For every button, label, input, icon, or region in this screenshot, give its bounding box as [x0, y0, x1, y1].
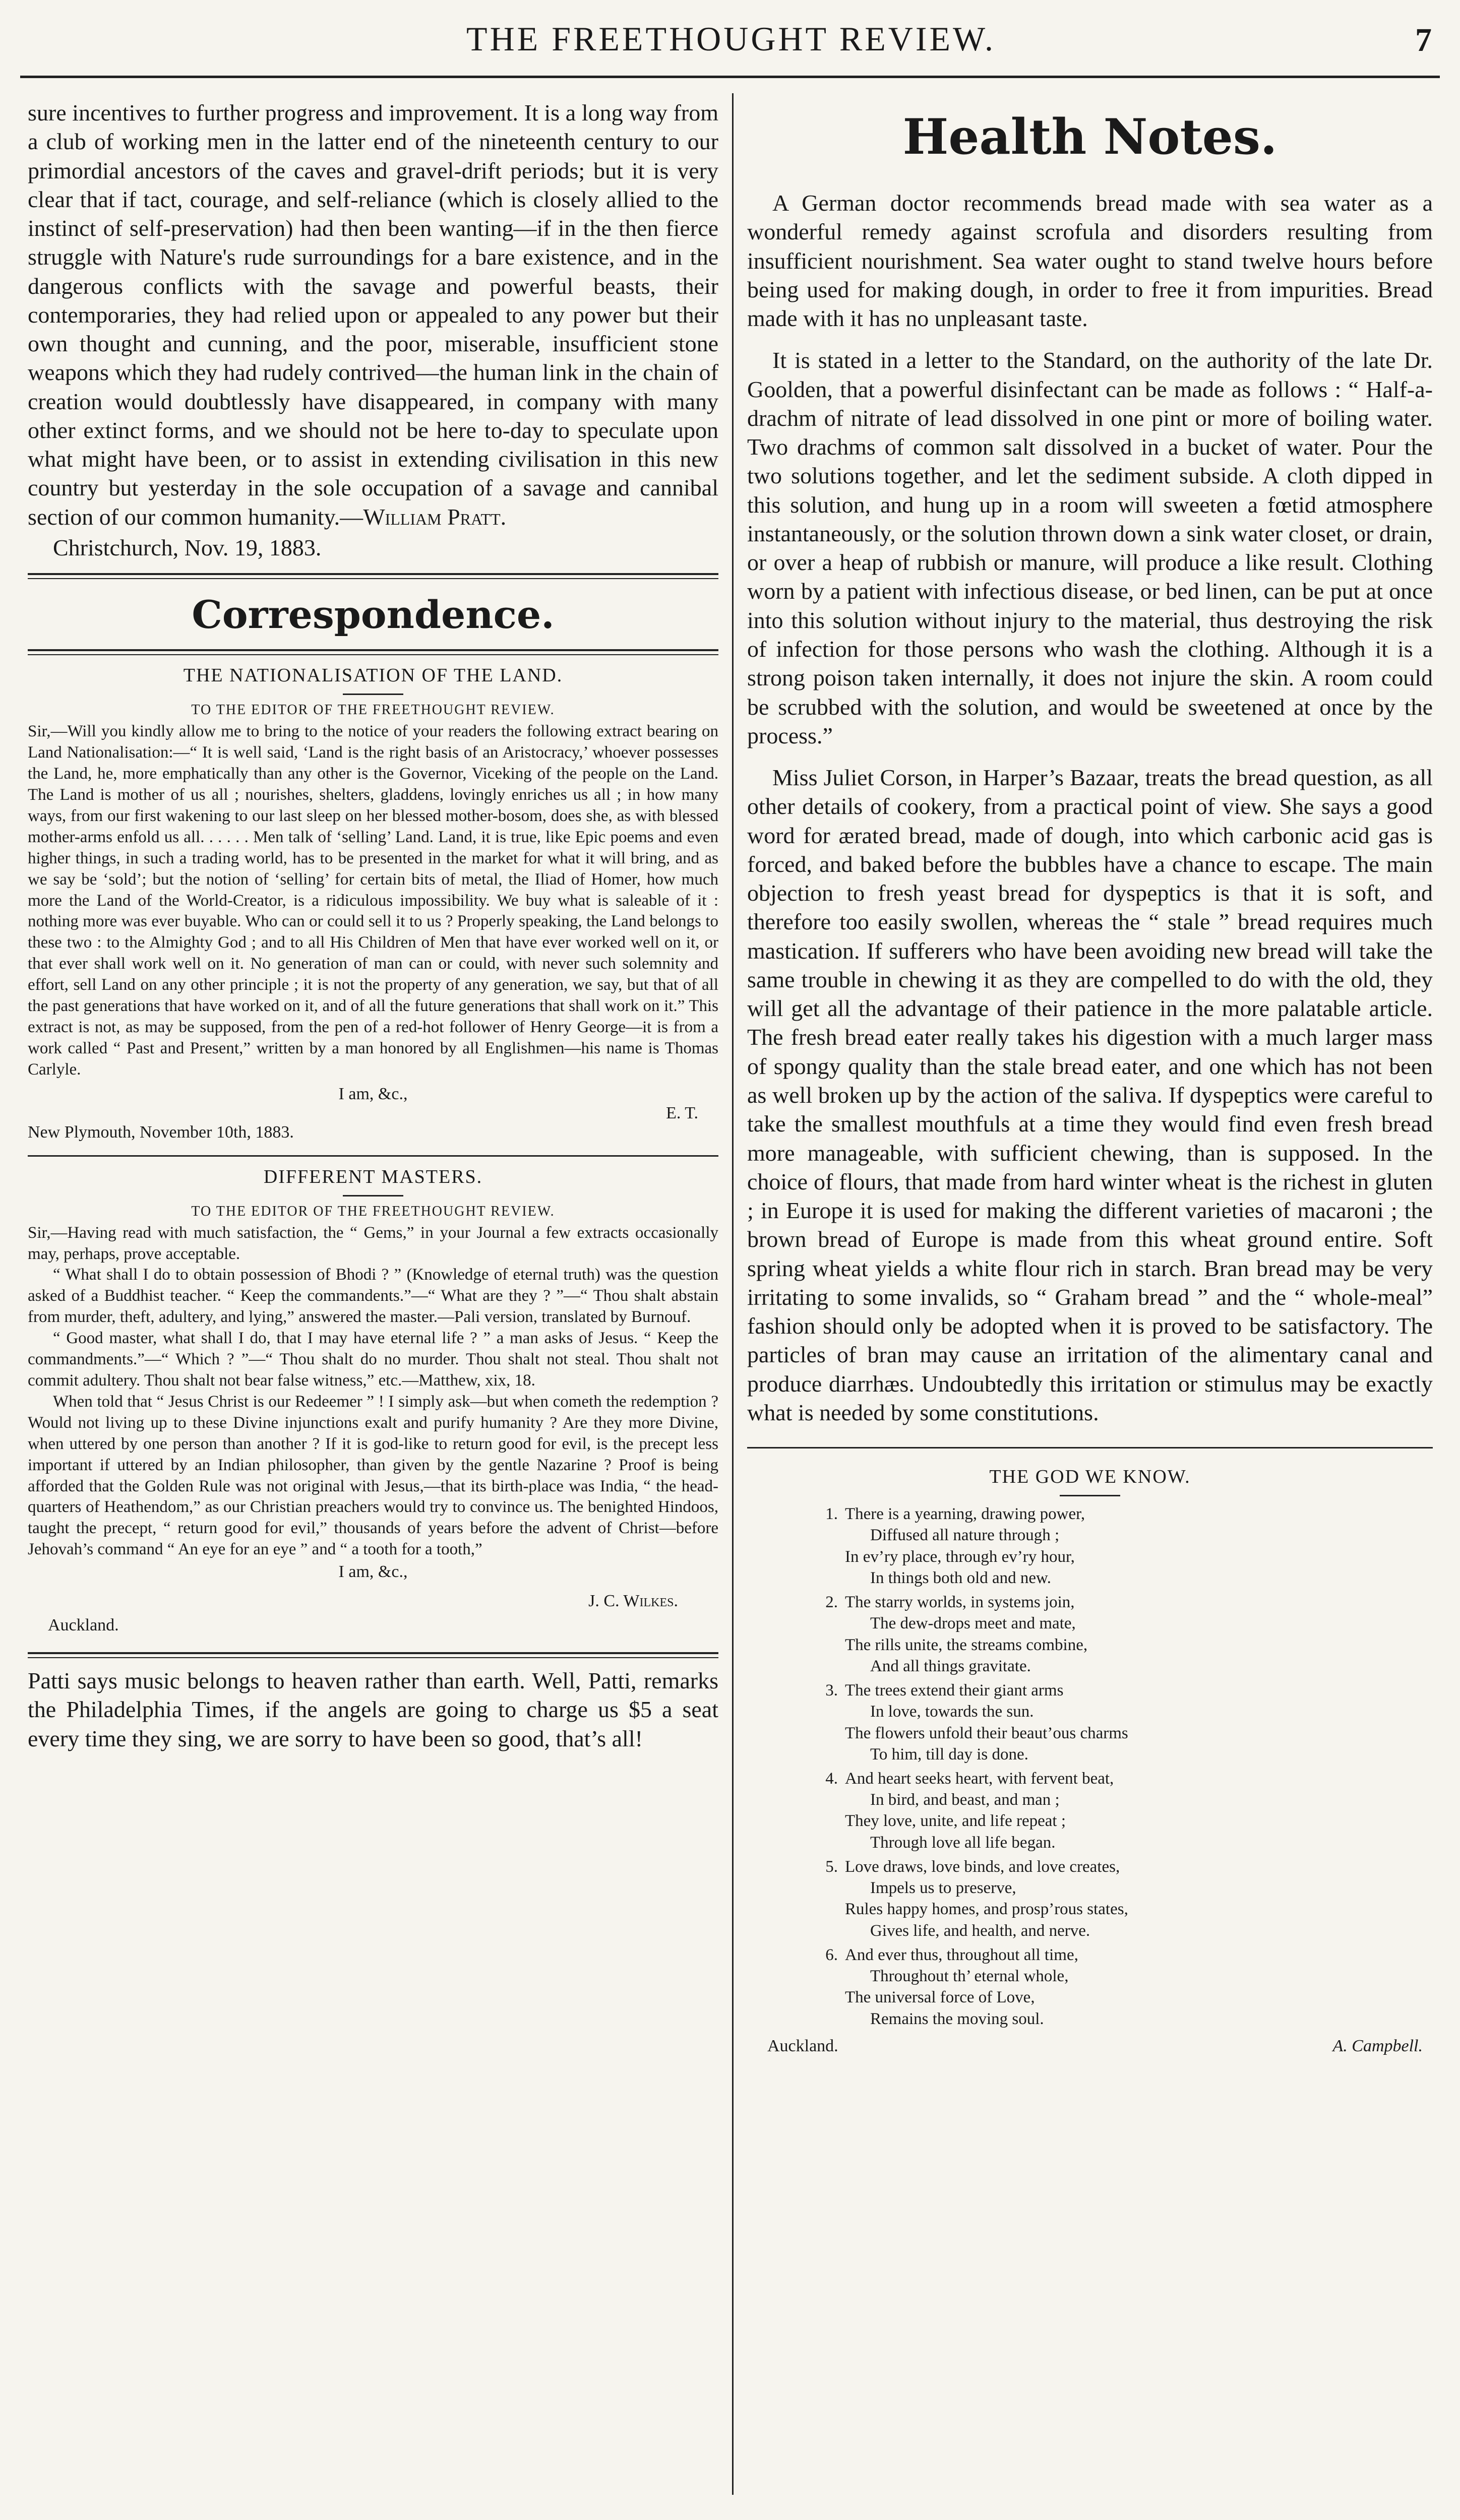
- section-rule: [28, 649, 718, 655]
- poem-stanza: [808, 1856, 1433, 1941]
- health-notes-heading: Health Notes.: [902, 108, 1278, 165]
- poem-line: Love draws, love binds, and love creates,: [845, 1857, 1120, 1876]
- letter2-paragraph: “ What shall I do to obtain possession of Bhodi ? ” (Knowledge of eternal truth) was the question asked of a Buddhist teacher. “ Keep the commandents.”—“ What are they ? ”—“ Thou shalt abstain from murder, theft, adultery, and lying,” answered the master.—Pali version, translated by Burnouf.: [28, 1266, 718, 1327]
- short-rule: [343, 1195, 403, 1196]
- poem-line: There is a yearning, drawing power,: [845, 1505, 1085, 1524]
- poem-line: In love, towards the sun.: [870, 1703, 1034, 1721]
- pratt-place-date: Christchurch, Nov. 19, 1883.: [53, 534, 322, 560]
- poem-line: And all things gravitate.: [870, 1657, 1031, 1675]
- letter2-signature: J. C. Wilkes.: [588, 1592, 678, 1611]
- letter1-signature: E. T.: [666, 1103, 698, 1122]
- letter1-title: THE NATIONALISATION OF THE LAND.: [183, 665, 563, 686]
- short-rule: [1060, 1495, 1120, 1496]
- poem-title: THE GOD WE KNOW.: [989, 1466, 1191, 1488]
- poem-footer: [747, 2037, 1433, 2056]
- letter2-paragraph: “ Good master, what shall I do, that I may have eternal life ? ” a man asks of Jesus. “ Keep the commandments.”—“ Which ? ”—“ Thou shalt do no murder. Thou shalt not steal. Thou shalt not commit adultery. Thou shalt not bear false witness,” etc.—Matthew, xix, 18.: [28, 1329, 718, 1390]
- section-rule: [28, 1652, 718, 1658]
- letter1-to-editor: TO THE EDITOR OF THE FREETHOUGHT REVIEW.: [191, 702, 555, 718]
- masthead: [30, 14, 1432, 70]
- letter1-closing: I am, &c.,: [338, 1084, 408, 1103]
- patti-item: Patti says music belongs to heaven rather than earth. Well, Patti, remarks the Philadelphia Times, if the angels are going to charge us $5 a seat every time they sing, we are sorry to have been so good, that’s all!: [28, 1668, 718, 1751]
- poem-line: And heart seeks heart, with fervent beat,: [845, 1769, 1114, 1788]
- letter2-paragraph: When told that “ Jesus Christ is our Redeemer ” ! I simply ask—but when cometh the redemption ? Would not living up to these Divine injunctions exalt and purify humanity ? Are they more Divine, when uttered by one person than another ? If it is god-like to return good for evil, is the precept less important if uttered by an Indian philosopher, than given by the gentle Nazarine ? Proof is being afforded that the Golden Rule was not original with Jesus,—that its birth-place was India, “ the head-quarters of Heathendom,” as our Christian preachers would try to convince us. The benighted Hindoos, taught the precept, “ return good for evil,” thousands of years before the advent of Christ—before Jehovah’s command “ An eye for an eye ” and “ a tooth for a tooth,”: [28, 1392, 718, 1559]
- poem-line: Diffused all nature through ;: [870, 1526, 1060, 1545]
- poem-line: The dew-drops meet and mate,: [870, 1614, 1076, 1633]
- poem-stanza: [808, 1768, 1433, 1853]
- correspondence-heading: Correspondence.: [192, 592, 555, 638]
- poem-line: In ev’ry place, through ev’ry hour,: [845, 1547, 1075, 1566]
- poem-line: To him, till day is done.: [870, 1745, 1028, 1763]
- poem-line: The trees extend their giant arms: [845, 1681, 1064, 1700]
- letter2-place: Auckland.: [48, 1616, 119, 1635]
- right-column: [747, 98, 1433, 2056]
- poem-line: And ever thus, throughout all time,: [845, 1945, 1078, 1964]
- poem-line: In bird, and beast, and man ;: [870, 1791, 1060, 1809]
- header-rule: [20, 76, 1440, 78]
- poem-line: Rules happy homes, and prosp’rous states,: [845, 1900, 1128, 1919]
- letter2-title: DIFFERENT MASTERS.: [263, 1166, 483, 1187]
- poem-stanza: [808, 1592, 1433, 1677]
- page-number: 7: [1415, 22, 1432, 58]
- poem-line: Gives life, and health, and nerve.: [870, 1921, 1090, 1940]
- health-paragraph: Miss Juliet Corson, in Harper’s Bazaar, treats the bread question, as all other details of cookery, from a practical point of view. She says a good word for ærated bread, made of dough, into which carbonic acid gas is forced, and baked before the bubbles have a chance to escape. The main objection to fresh yeast bread for dyspeptics is that it is soft, and therefore too easily swollen, whereas the “ stale ” bread requires much mastication. If sufferers who have been avoiding new bread will take the same trouble in chewing it as they are compelled to do with the old, they will get all the advantage of their patience in the more palatable article. The fresh bread eater really takes his digestion with a much larger mass of spongy quality than the stale bread eater, and one which has not been as well broken up by the action of the saliva. If dyspeptics were careful to take the smallest mouthfuls at a time they would find even fresh bread more manageable, with sufficient chewing, than is supposed. In the choice of flours, that made from hard winter wheat is the richest in gluten ; in Europe it is used for making the different varieties of macaroni ; the brown bread of Europe is made from this wheat ground entire. Soft spring wheat yields a white flour rich in starch. Bran bread may be very irritating to some invalids, so “ Graham bread ” and the “ whole-meal” fashion should only be adopted when it is proved to be satisfactory. The particles of bran may cause an irritation of the alimentary canal and produce diarrhæs. Undoubtedly this irritation or stimulus may be exactly what is needed by some constitutions.: [747, 765, 1433, 1425]
- section-rule: [28, 573, 718, 579]
- column-divider: [732, 93, 734, 2495]
- pratt-author: William Pratt.: [363, 503, 507, 530]
- stanza-number: 2.: [825, 1593, 838, 1612]
- poem-line: Through love all life began.: [870, 1833, 1056, 1852]
- short-rule: [343, 694, 403, 695]
- poem-line: In things both old and new.: [870, 1568, 1051, 1587]
- poem-line: The flowers unfold their beaut’ous charms: [845, 1724, 1128, 1742]
- left-column: [28, 98, 718, 1753]
- poem-line: The universal force of Love,: [845, 1988, 1035, 2007]
- poem-stanza: [808, 1680, 1433, 1765]
- pratt-article-text: sure incentives to further progress and improvement. It is a long way from a club of working men in the latter end of the nineteenth century to our primordial ancestors of the caves and gravel-drift periods; but it is very clear that if tact, courage, and self-reliance (which is closely allied to the instinct of self-preservation) had then been wanting—if in the then fierce struggle with Nature's rude surroundings for a bare existence, and in the dangerous conflicts with the savage and powerful beasts, their contemporaries, they had relied upon or appealed to any power but their own thought and cunning, and the poor, miserable, insufficient stone weapons which they had rudely contrived—the human link in the chain of creation would doubtlessly have disappeared, in company with many other extinct forms, and we should not be here to-day to speculate upon what might have been, or to assist in extending civilisation in this new country but yesterday in the sole occupation of a savage and cannibal section of our common humanity.—: [28, 100, 718, 530]
- publication-title: THE FREETHOUGHT REVIEW.: [466, 20, 996, 58]
- poem: [808, 1503, 1433, 2030]
- poem-stanza: [808, 1944, 1433, 2030]
- rule: [28, 1155, 718, 1157]
- poem-line: Throughout th’ eternal whole,: [870, 1967, 1069, 1986]
- stanza-number: 5.: [825, 1857, 838, 1876]
- poem-author: A. Campbell.: [1332, 2036, 1423, 2055]
- poem-line: Remains the moving soul.: [870, 2009, 1044, 2028]
- poem-line: The rills unite, the streams combine,: [845, 1635, 1088, 1654]
- poem-line: Impels us to preserve,: [870, 1879, 1016, 1898]
- stanza-number: 4.: [825, 1769, 838, 1788]
- letter1-body: Sir,—Will you kindly allow me to bring to the notice of your readers the following extract bearing on Land Nationalisation:—“ It is well said, ‘Land is the right basis of an Aristocracy,’ whoever possesses the Land, he, more emphatically than any other is the Governor, Viceking of the people on the Land. The Land is mother of us all ; nourishes, shelters, gladdens, lovingly enriches us all ; in how many ways, from our first wakening to our last sleep on her blessed mother-bosom, does she, as with blessed mother-arms enfold us all. . . . . . Men talk of ‘selling’ Land. Land, it is true, like Epic poems and even higher things, in such a trading world, has to be presented in the market for what it will bring, and as we say be ‘sold’; but the notion of ‘selling’ for certain bits of metal, the Iliad of Homer, how much more the Land of the World-Creator, is a ridiculous impossibility. We buy what is saleable of it : nothing more was ever buyable. Who can or could sell it to us ? Properly speaking, the Land belongs to these two : to the Almighty God ; and to all His Children of Men that have ever worked well on it, or that ever shall work well on it. No generation of man can or could, with never such solemnity and effort, sell Land on any other principle ; it is not the property of any generation, we say, but that of all the past generations that have worked on it, and of all the future generations that shall work on it.” This extract is not, as may be supposed, from the pen of a red-hot follower of Henry George—it is from a work called “ Past and Present,” written by a man honored by all Englishmen—his name is Thomas Carlyle.: [28, 722, 718, 1079]
- letter2-paragraph: Sir,—Having read with much satisfaction, the “ Gems,” in your Journal a few extracts occasionally may, perhaps, prove acceptable.: [28, 1223, 718, 1263]
- pratt-article: [28, 98, 718, 531]
- poem-line: They love, unite, and life repeat ;: [845, 1812, 1066, 1831]
- letter1-place-date: New Plymouth, November 10th, 1883.: [28, 1122, 294, 1142]
- stanza-number: 6.: [825, 1945, 838, 1964]
- poem-place: Auckland.: [767, 2036, 838, 2055]
- rule: [747, 1447, 1433, 1448]
- letter2-closing: I am, &c.,: [338, 1562, 408, 1582]
- stanza-number: 1.: [825, 1505, 838, 1524]
- stanza-number: 3.: [825, 1681, 838, 1700]
- health-paragraph: It is stated in a letter to the Standard, on the authority of the late Dr. Goolden, that a powerful disinfectant can be made as follows : “ Half-a-drachm of nitrate of lead dissolved in one pint or more of boiling water. Two drachms of common salt dissolved in a bucket of water. Pour the two solutions together, and let the sediment subside. A cloth dipped in this solution, and hung up in a room will sweeten a fœtid atmosphere instantaneously, or the solution thrown down a sink water closet, or drain, or over a heap of rubbish or manure, will produce a like result. Clothing worn by a patient with infectious disease, or bed linen, can be put at once into this solution without injury to the material, thus destroying the risk of infection for those persons who wash the clothing. Although it is a strong poison taken internally, it does not injure the skin. A room could be scrubbed with the solution, and would be sweetened at once by the process.”: [747, 347, 1433, 748]
- health-paragraph: A German doctor recommends bread made with sea water as a wonderful remedy against scrofula and disorders resulting from insufficient nourishment. Sea water ought to stand twelve hours before being used for making dough, in order to free it from impurities. Bread made with it has no unpleasant taste.: [747, 190, 1433, 332]
- letter2-to-editor: TO THE EDITOR OF THE FREETHOUGHT REVIEW.: [191, 1203, 555, 1219]
- poem-line: The starry worlds, in systems join,: [845, 1593, 1075, 1612]
- poem-stanza: [808, 1503, 1433, 1589]
